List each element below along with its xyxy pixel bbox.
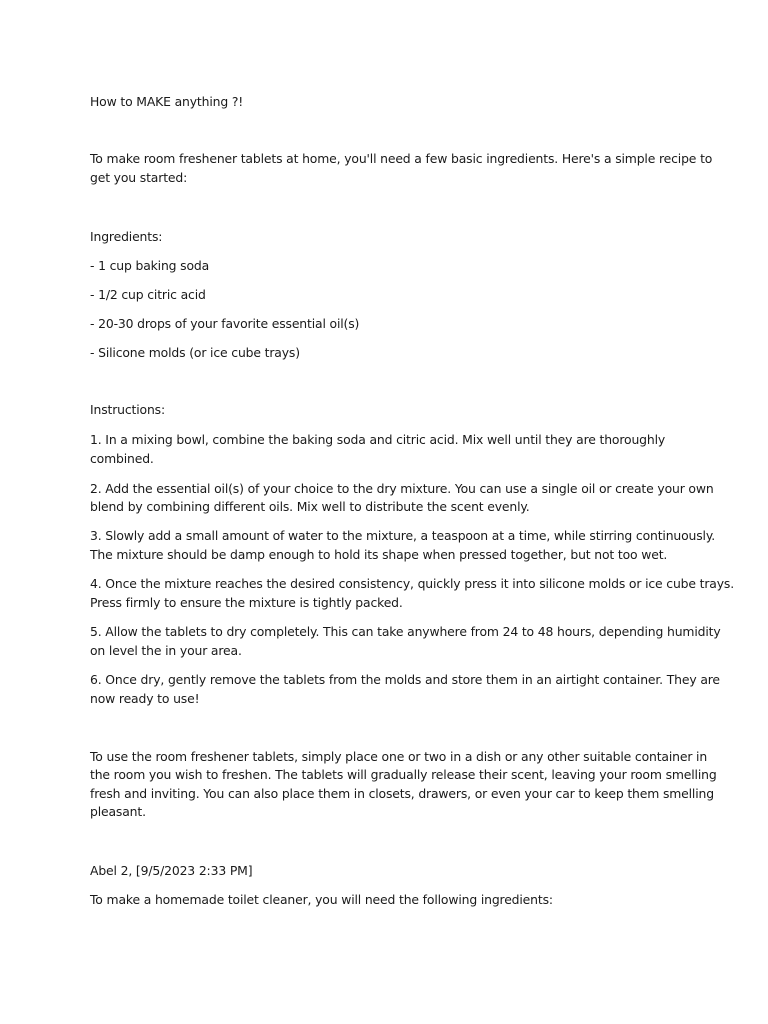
- step-6-line-2: now ready to use!: [90, 691, 200, 706]
- step-1-line-1: 1. In a mixing bowl, combine the baking soda and citric acid. Mix well until they are thoroughly: [90, 432, 666, 447]
- step-5-line-1: 5. Allow the tablets to dry completely. This can take anywhere from 24 to 48 hours, depending humidity: [90, 624, 721, 639]
- message-header: Abel 2, [9/5/2023 2:33 PM]: [90, 863, 253, 878]
- step-3-line-1: 3. Slowly add a small amount of water to the mixture, a teaspoon at a time, while stirring continuously.: [90, 528, 716, 543]
- ingredient-item: - Silicone molds (or ice cube trays): [90, 345, 300, 360]
- usage-line-4: pleasant.: [90, 804, 146, 819]
- intro-line-1: To make room freshener tablets at home, you'll need a few basic ingredients. Here's a simple recipe to: [90, 151, 713, 166]
- usage-line-3: fresh and inviting. You can also place them in closets, drawers, or even your car to keep them smelling: [90, 786, 714, 801]
- step-4-line-2: Press firmly to ensure the mixture is tightly packed.: [90, 595, 403, 610]
- ingredient-item: - 1 cup baking soda: [90, 258, 210, 273]
- ingredient-item: - 20-30 drops of your favorite essential oil(s): [90, 316, 360, 331]
- step-1-line-2: combined.: [90, 451, 154, 466]
- document-title: How to MAKE anything ?!: [90, 94, 244, 109]
- toilet-cleaner-intro: To make a homemade toilet cleaner, you will need the following ingredients:: [90, 892, 553, 907]
- step-3-line-2: The mixture should be damp enough to hold its shape when pressed together, but not too wet.: [90, 547, 668, 562]
- usage-line-1: To use the room freshener tablets, simply place one or two in a dish or any other suitable container in: [90, 749, 708, 764]
- step-5-line-2: on level the in your area.: [90, 643, 242, 658]
- step-2-line-1: 2. Add the essential oil(s) of your choice to the dry mixture. You can use a single oil or create your own: [90, 481, 714, 496]
- instructions-heading: Instructions:: [90, 402, 165, 417]
- intro-line-2: get you started:: [90, 170, 188, 185]
- ingredient-item: - 1/2 cup citric acid: [90, 287, 206, 302]
- ingredients-heading: Ingredients:: [90, 229, 163, 244]
- usage-line-2: the room you wish to freshen. The tablets will gradually release their scent, leaving your room smelling: [90, 767, 717, 782]
- step-6-line-1: 6. Once dry, gently remove the tablets from the molds and store them in an airtight container. They are: [90, 672, 720, 687]
- step-4-line-1: 4. Once the mixture reaches the desired consistency, quickly press it into silicone molds or ice cube trays.: [90, 576, 735, 591]
- step-2-line-2: blend by combining different oils. Mix well to distribute the scent evenly.: [90, 499, 530, 514]
